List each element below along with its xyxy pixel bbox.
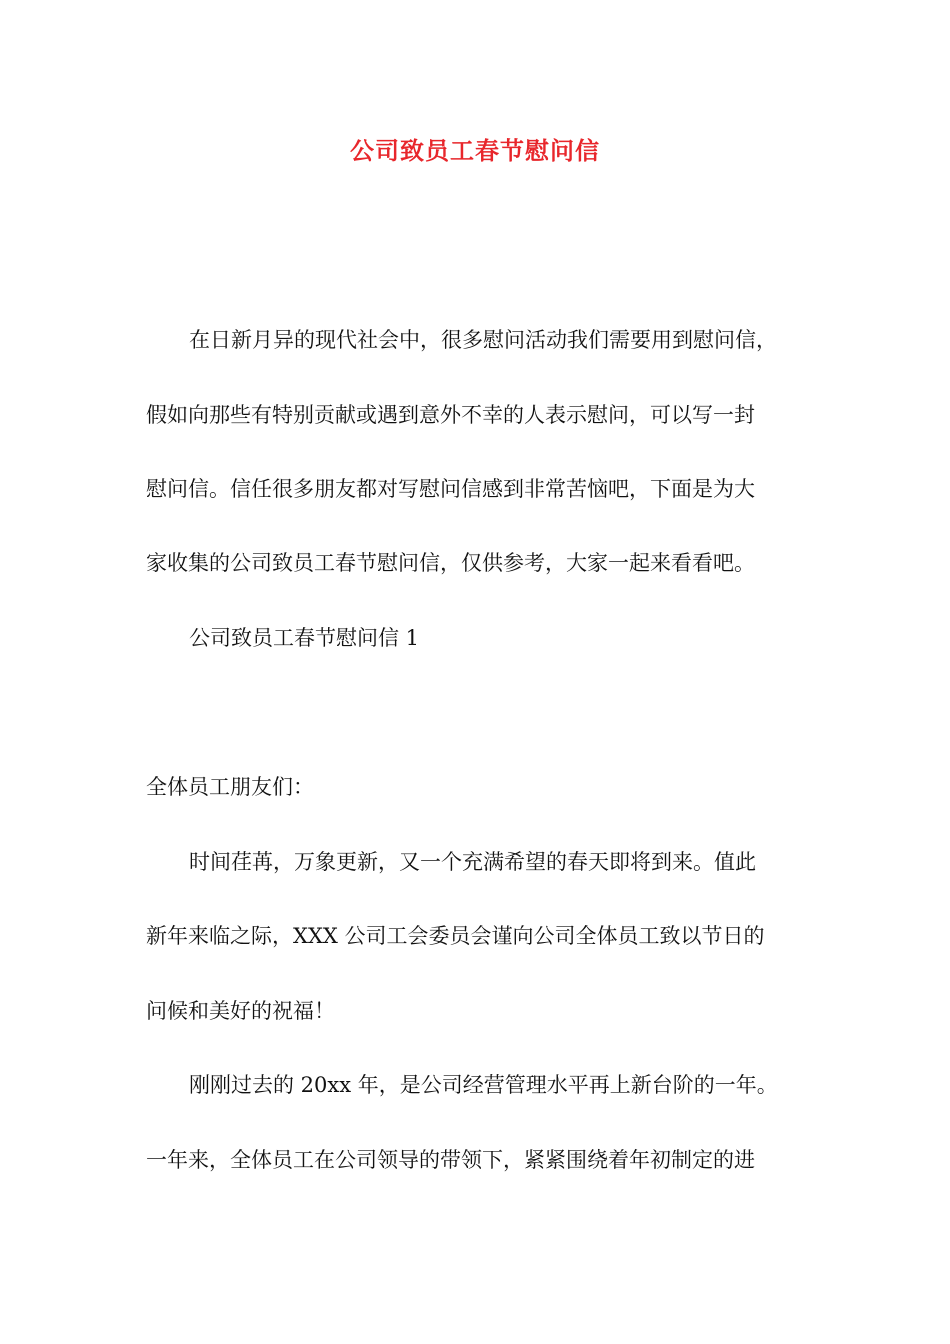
body-line-1: 时间荏苒，万象更新，又一个充满希望的春天即将到来。值此	[189, 850, 756, 874]
body-line-2: 新年来临之际，XXX 公司工会委员会谨向公司全体员工致以节日的	[146, 924, 765, 948]
body-line-3: 问候和美好的祝福！	[146, 999, 335, 1023]
body-line-4: 刚刚过去的 20xx 年，是公司经营管理水平再上新台阶的一年。	[189, 1073, 778, 1097]
body-line-5: 一年来，全体员工在公司领导的带领下，紧紧围绕着年初制定的进	[146, 1148, 755, 1172]
intro-line-3: 慰问信。信任很多朋友都对写慰问信感到非常苦恼吧，下面是为大	[146, 477, 755, 501]
document-title: 公司致员工春节慰问信	[350, 137, 600, 165]
intro-line-2: 假如向那些有特别贡献或遇到意外不幸的人表示慰问，可以写一封	[146, 403, 755, 427]
intro-line-4: 家收集的公司致员工春节慰问信，仅供参考，大家一起来看看吧。	[146, 551, 755, 575]
intro-line-1: 在日新月异的现代社会中，很多慰问活动我们需要用到慰问信，	[189, 328, 777, 352]
salutation: 全体员工朋友们：	[146, 775, 314, 799]
letter-heading: 公司致员工春节慰问信 1	[189, 626, 420, 650]
